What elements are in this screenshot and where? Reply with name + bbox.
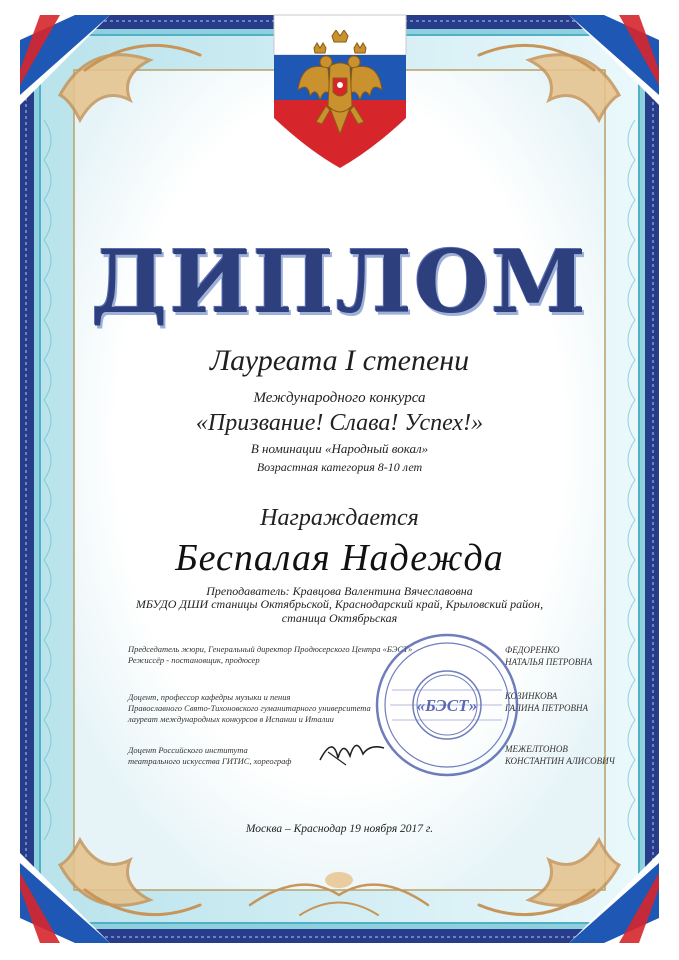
coat-of-arms-icon bbox=[296, 30, 384, 148]
contest-line: Международного конкурса bbox=[253, 390, 426, 406]
place-date: Москва – Краснодар 19 ноября 2017 г. bbox=[245, 823, 434, 835]
signature-mark-icon bbox=[318, 730, 388, 770]
signatory-given-name: КОНСТАНТИН АЛИСОВИЧ bbox=[505, 756, 615, 766]
signatory-title-line: Православного Свято-Тихоновского гуманитарного университета bbox=[128, 703, 371, 713]
signature-block-2 bbox=[128, 692, 371, 725]
degree-text: Лауреата I степени bbox=[209, 344, 470, 377]
contest-name: «Призвание! Слава! Успех!» bbox=[195, 410, 484, 436]
seal-stamp-icon bbox=[372, 630, 522, 780]
signatory-given-name: НАТАЛЬЯ ПЕТРОВНА bbox=[505, 657, 593, 667]
signatory-surname: КОЗИНКОВА bbox=[505, 691, 558, 701]
teacher-text: Преподаватель: Кравцова Валентина Вячеславовна bbox=[206, 584, 473, 598]
signatory-title-line: лауреат международных конкурсов в Испании и Италии bbox=[128, 714, 334, 724]
school-line-1: МБУДО ДШИ станицы Октябрьской, Краснодарский край, Крыловский район, bbox=[135, 597, 544, 611]
signatory-title-line: Режиссёр - постановщик, продюсер bbox=[128, 655, 260, 665]
signatory-title-line: Председатель жюри, Генеральный директор Продюсерского Центра «БЭСТ» bbox=[128, 644, 413, 654]
signatory-given-name: ГАЛИНА ПЕТРОВНА bbox=[505, 703, 588, 713]
age-category-text: Возрастная категория 8-10 лет bbox=[256, 460, 423, 474]
signatory-surname: МЕЖЕЛТОНОВ bbox=[505, 744, 568, 754]
signatory-title-line: театрального искусства ГИТИС, хореограф bbox=[128, 756, 292, 766]
diploma-title: ДИПЛОМ bbox=[90, 232, 589, 333]
signature-block-3 bbox=[128, 745, 291, 767]
awarded-label: Награждается bbox=[260, 505, 419, 531]
signatory-surname: ФЕДОРЕНКО bbox=[505, 645, 560, 655]
signature-block-1 bbox=[128, 644, 412, 666]
awardee-name: Беспалая Надежда bbox=[175, 537, 504, 579]
signatory-title-line: Доцент, профессор кафедры музыки и пения bbox=[128, 692, 291, 702]
nomination-text: В номинации «Народный вокал» bbox=[250, 441, 429, 456]
seal-text: «БЭСТ» bbox=[416, 696, 478, 715]
signatory-title-line: Доцент Российского института bbox=[128, 745, 248, 755]
school-line-2: станица Октябрьская bbox=[281, 611, 398, 625]
